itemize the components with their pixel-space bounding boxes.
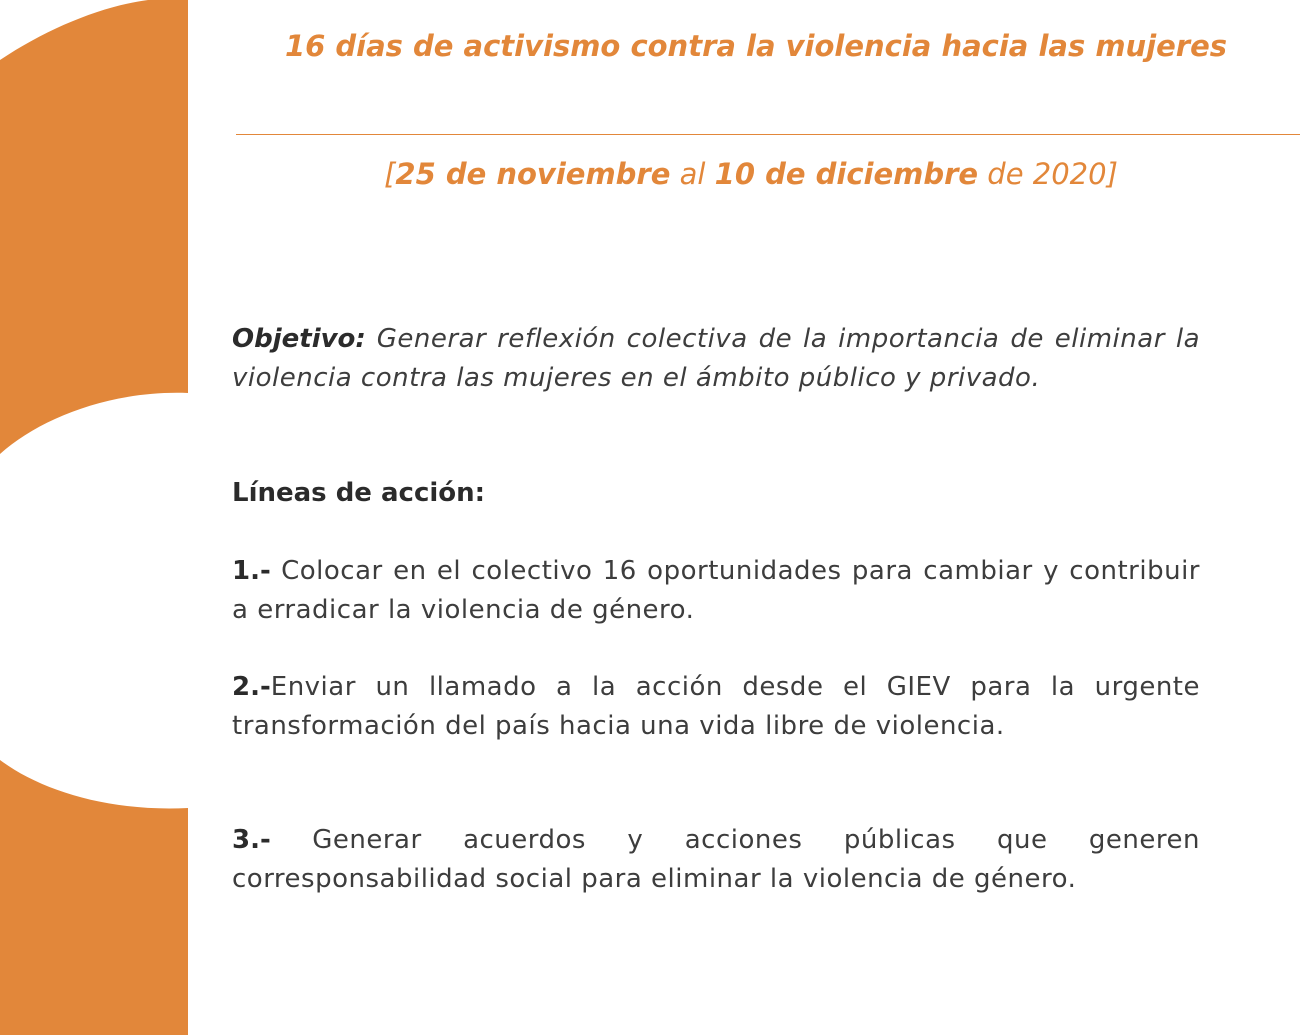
date-range xyxy=(236,152,1266,196)
date-connector: al xyxy=(670,157,715,191)
action-item-number: 3.- xyxy=(232,825,271,855)
action-lines-heading: Líneas de acción: xyxy=(232,478,486,508)
page-title: 16 días de activismo contra la violencia hacia las mujeres xyxy=(284,29,1228,63)
action-item-number: 2.- xyxy=(232,672,271,702)
action-item xyxy=(232,821,1200,898)
action-item-text: Colocar en el colectivo 16 oportunidades para cambiar y contribuir a erradicar la violencia de género. xyxy=(232,556,1200,625)
action-item-text: Generar acuerdos y acciones públicas que generen corresponsabilidad social para eliminar la violencia de género. xyxy=(232,825,1200,894)
objective-paragraph xyxy=(232,320,1200,397)
date-year: de 2020 xyxy=(978,157,1107,191)
date-close-bracket: ] xyxy=(1106,157,1118,191)
date-start: 25 de noviembre xyxy=(395,157,671,191)
objective-text: Generar reflexión colectiva de la importancia de eliminar la violencia contra las mujeres en el ámbito público y privado. xyxy=(232,324,1200,393)
action-item xyxy=(232,552,1200,629)
orange-band-shape xyxy=(0,0,188,1035)
title-divider xyxy=(236,134,1300,135)
date-open-bracket: [ xyxy=(384,157,396,191)
objective-label: Objetivo: xyxy=(232,324,366,354)
action-item xyxy=(232,668,1200,745)
date-end: 10 de diciembre xyxy=(714,157,979,191)
action-item-number: 1.- xyxy=(232,556,271,586)
action-item-text: Enviar un llamado a la acción desde el GIEV para la urgente transformación del país hacia una vida libre de violencia. xyxy=(232,672,1200,741)
decorative-side-band xyxy=(0,0,188,1035)
